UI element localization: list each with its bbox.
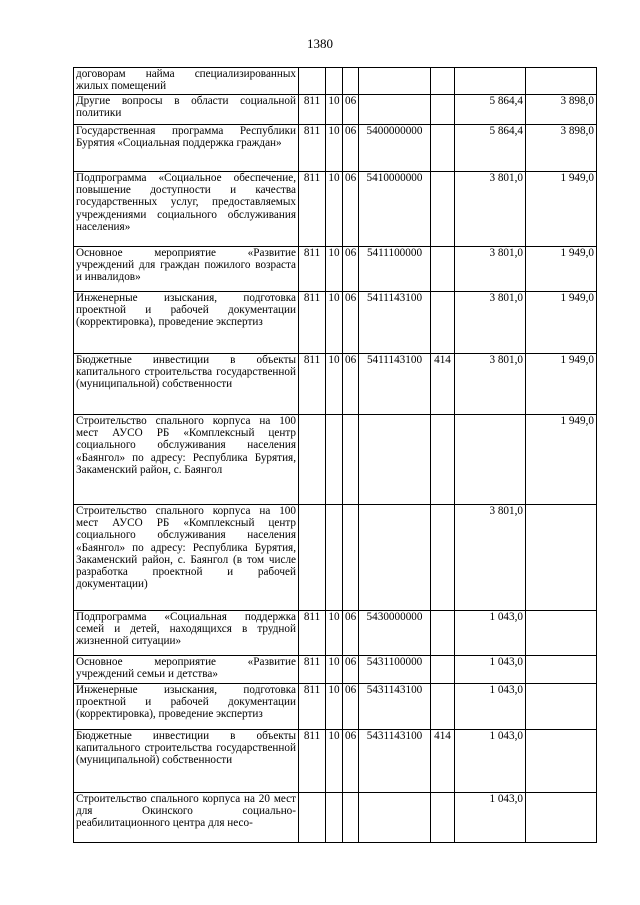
cell-sum2 xyxy=(526,68,597,95)
cell-ved xyxy=(299,415,326,505)
cell-sum1: 1 043,0 xyxy=(455,611,526,656)
cell-vr xyxy=(431,505,455,611)
cell-rz: 10 xyxy=(326,354,343,415)
cell-rz xyxy=(326,415,343,505)
cell-sum1: 3 801,0 xyxy=(455,172,526,247)
table-row xyxy=(74,611,597,656)
cell-vr: 414 xyxy=(431,730,455,793)
cell-csr: 5410000000 xyxy=(359,172,431,247)
cell-pr: 06 xyxy=(343,172,359,247)
cell-name: Подпрограмма «Социальное обеспечение, повышение доступности и качества государственных услуг, предоставляемых учреждениями социального обслуживания населения» xyxy=(74,172,299,247)
cell-rz xyxy=(326,68,343,95)
cell-csr xyxy=(359,415,431,505)
cell-csr: 5431143100 xyxy=(359,684,431,730)
cell-ved: 811 xyxy=(299,125,326,172)
cell-sum1 xyxy=(455,415,526,505)
cell-name: Инженерные изыскания, подготовка проектной и рабочей документации (корректировка), проведение экспертиз xyxy=(74,292,299,354)
cell-sum2 xyxy=(526,505,597,611)
cell-name: договорам найма специализированных жилых помещений xyxy=(74,68,299,95)
cell-ved xyxy=(299,505,326,611)
cell-name: Основное мероприятие «Развитие учреждений для граждан пожилого возраста и инвалидов» xyxy=(74,247,299,292)
cell-csr xyxy=(359,95,431,125)
cell-vr xyxy=(431,656,455,684)
cell-sum2 xyxy=(526,611,597,656)
cell-sum1: 3 801,0 xyxy=(455,292,526,354)
cell-name: Подпрограмма «Социальная поддержка семей и детей, находящихся в трудной жизненной ситуации» xyxy=(74,611,299,656)
cell-csr: 5431100000 xyxy=(359,656,431,684)
table-row xyxy=(74,95,597,125)
cell-pr xyxy=(343,415,359,505)
cell-name: Основное мероприятие «Развитие учреждений семьи и детства» xyxy=(74,656,299,684)
table-row xyxy=(74,292,597,354)
cell-ved xyxy=(299,793,326,843)
cell-name: Бюджетные инвестиции в объекты капитального строительства государственной (муниципальной) собственности xyxy=(74,730,299,793)
table-row xyxy=(74,684,597,730)
cell-vr xyxy=(431,292,455,354)
cell-sum1 xyxy=(455,68,526,95)
cell-name: Бюджетные инвестиции в объекты капитального строительства государственной (муниципальной) собственности xyxy=(74,354,299,415)
cell-name: Инженерные изыскания, подготовка проектной и рабочей документации (корректировка), проведение экспертиз xyxy=(74,684,299,730)
cell-rz: 10 xyxy=(326,95,343,125)
cell-pr: 06 xyxy=(343,730,359,793)
cell-sum2: 1 949,0 xyxy=(526,172,597,247)
table-row xyxy=(74,730,597,793)
cell-vr xyxy=(431,684,455,730)
cell-vr xyxy=(431,125,455,172)
cell-pr: 06 xyxy=(343,247,359,292)
cell-rz xyxy=(326,505,343,611)
cell-vr xyxy=(431,793,455,843)
cell-sum1: 1 043,0 xyxy=(455,730,526,793)
cell-pr: 06 xyxy=(343,656,359,684)
table-row xyxy=(74,656,597,684)
cell-pr: 06 xyxy=(343,95,359,125)
cell-sum2: 1 949,0 xyxy=(526,292,597,354)
cell-sum2: 1 949,0 xyxy=(526,247,597,292)
cell-sum2 xyxy=(526,730,597,793)
cell-sum1: 1 043,0 xyxy=(455,684,526,730)
cell-sum2 xyxy=(526,684,597,730)
table-row xyxy=(74,125,597,172)
cell-rz: 10 xyxy=(326,656,343,684)
cell-ved: 811 xyxy=(299,172,326,247)
cell-vr xyxy=(431,68,455,95)
cell-sum2 xyxy=(526,793,597,843)
cell-rz xyxy=(326,793,343,843)
budget-table xyxy=(73,67,597,843)
cell-vr xyxy=(431,172,455,247)
cell-csr xyxy=(359,505,431,611)
cell-csr xyxy=(359,68,431,95)
cell-name: Другие вопросы в области социальной политики xyxy=(74,95,299,125)
cell-name: Государственная программа Республики Бурятия «Социальная поддержка граждан» xyxy=(74,125,299,172)
cell-rz: 10 xyxy=(326,611,343,656)
cell-rz: 10 xyxy=(326,247,343,292)
cell-ved: 811 xyxy=(299,247,326,292)
cell-csr: 5400000000 xyxy=(359,125,431,172)
cell-csr: 5430000000 xyxy=(359,611,431,656)
cell-name: Строительство спального корпуса на 100 мест АУСО РБ «Комплексный центр социального обслуживания населения «Баянгол» по адресу: Республика Бурятия, Закаменский район, с. Баянгол (в том числе разработка проектной и рабочей документации) xyxy=(74,505,299,611)
table-row xyxy=(74,68,597,95)
cell-pr: 06 xyxy=(343,125,359,172)
cell-pr: 06 xyxy=(343,354,359,415)
cell-pr: 06 xyxy=(343,684,359,730)
cell-sum2: 3 898,0 xyxy=(526,95,597,125)
cell-ved: 811 xyxy=(299,354,326,415)
cell-rz: 10 xyxy=(326,730,343,793)
cell-pr xyxy=(343,793,359,843)
cell-ved: 811 xyxy=(299,730,326,793)
cell-rz: 10 xyxy=(326,292,343,354)
cell-pr xyxy=(343,505,359,611)
cell-ved: 811 xyxy=(299,684,326,730)
cell-sum2: 1 949,0 xyxy=(526,415,597,505)
page-number: 1380 xyxy=(307,36,333,51)
cell-vr: 414 xyxy=(431,354,455,415)
cell-name: Строительство спального корпуса на 20 мест для Окинского социально-реабилитационного центра для несо- xyxy=(74,793,299,843)
table-row xyxy=(74,415,597,505)
cell-csr: 5411143100 xyxy=(359,292,431,354)
cell-sum1: 5 864,4 xyxy=(455,95,526,125)
cell-sum2: 1 949,0 xyxy=(526,354,597,415)
cell-pr xyxy=(343,68,359,95)
cell-pr: 06 xyxy=(343,292,359,354)
cell-csr: 5411143100 xyxy=(359,354,431,415)
table-row xyxy=(74,247,597,292)
cell-ved: 811 xyxy=(299,656,326,684)
cell-sum2 xyxy=(526,656,597,684)
cell-pr: 06 xyxy=(343,611,359,656)
cell-sum1: 1 043,0 xyxy=(455,793,526,843)
table-row xyxy=(74,793,597,843)
cell-csr xyxy=(359,793,431,843)
cell-sum1: 3 801,0 xyxy=(455,354,526,415)
cell-rz: 10 xyxy=(326,684,343,730)
cell-ved: 811 xyxy=(299,95,326,125)
table-row xyxy=(74,172,597,247)
cell-sum1: 3 801,0 xyxy=(455,247,526,292)
cell-ved: 811 xyxy=(299,611,326,656)
table-row xyxy=(74,354,597,415)
cell-vr xyxy=(431,611,455,656)
cell-sum2: 3 898,0 xyxy=(526,125,597,172)
cell-vr xyxy=(431,247,455,292)
cell-sum1: 1 043,0 xyxy=(455,656,526,684)
cell-csr: 5411100000 xyxy=(359,247,431,292)
cell-rz: 10 xyxy=(326,172,343,247)
cell-rz: 10 xyxy=(326,125,343,172)
table-row xyxy=(74,505,597,611)
cell-sum1: 5 864,4 xyxy=(455,125,526,172)
cell-sum1: 3 801,0 xyxy=(455,505,526,611)
cell-csr: 5431143100 xyxy=(359,730,431,793)
cell-ved: 811 xyxy=(299,292,326,354)
cell-vr xyxy=(431,415,455,505)
cell-ved xyxy=(299,68,326,95)
cell-name: Строительство спального корпуса на 100 мест АУСО РБ «Комплексный центр социального обслуживания населения «Баянгол» по адресу: Республика Бурятия, Закаменский район, с. Баянгол xyxy=(74,415,299,505)
cell-vr xyxy=(431,95,455,125)
